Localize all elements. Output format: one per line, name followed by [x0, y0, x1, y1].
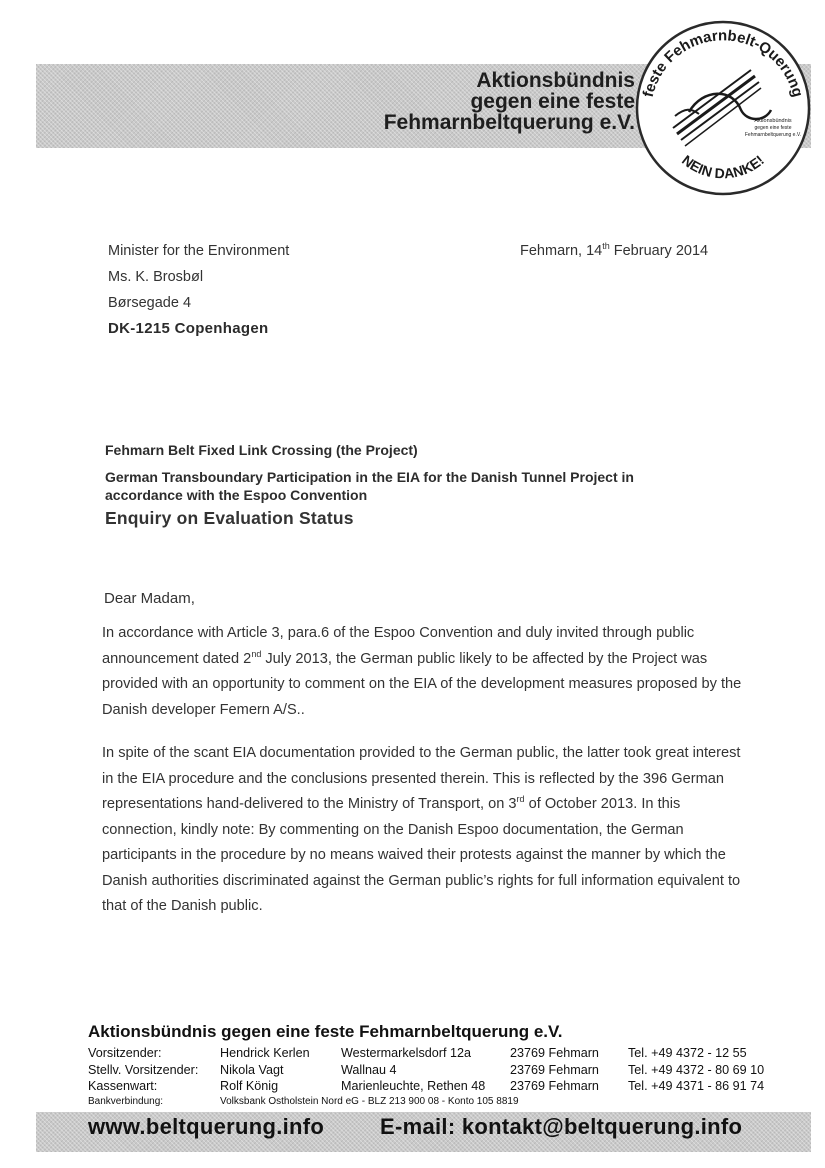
seal-bottom-text: NEIN DANKE!	[678, 151, 767, 182]
footer-tel: Tel. +49 4371 - 86 91 74	[628, 1079, 765, 1093]
paragraph-2: In spite of the scant EIA documentation provided to the German public, the latter took great interest in the EIA procedure and the conclusions presented therein. This is reflected by the 396 German representations hand-delivered to the Ministry of Transport, on 3rd of October 2013. In this connection, kindly note: By commenting on the Danish Espoo documentation, the German participants in the procedure by no means waived their protests against the manner by which the Danish authorities discriminated against the German public’s rights for full information equivalent to that of the Danish public.	[102, 745, 741, 914]
subject-heading: Enquiry on Evaluation Status	[105, 508, 354, 528]
footer-tel: Tel. +49 4372 - 12 55	[628, 1046, 747, 1060]
footer-street: Westermarkelsdorf 12a	[341, 1046, 471, 1060]
footer-org-name: Aktionsbündnis gegen eine feste Fehmarnbeltquerung e.V.	[88, 1022, 563, 1041]
subject-line-1: Fehmarn Belt Fixed Link Crossing (the Project)	[105, 442, 418, 458]
recipient-line-3: Børsegade 4	[108, 295, 192, 311]
footer-name: Nikola Vagt	[220, 1063, 284, 1077]
footer-name: Rolf König	[220, 1079, 279, 1093]
footer-role: Vorsitzender:	[88, 1046, 162, 1060]
paragraph-1: In accordance with Article 3, para.6 of the Espoo Convention and duly invited through public announcement dated 2nd July 2013, the German public likely to be affected by the Project was provided with an opportunity to comment on the EIA of the development measures proposed by the Danish developer Femern A/S..	[102, 625, 742, 718]
footer-bank-label: Bankverbindung:	[88, 1096, 164, 1107]
org-line-2: gegen eine feste	[470, 90, 635, 113]
seal-center-text-2: gegen eine feste	[754, 125, 792, 131]
org-line-1: Aktionsbündnis	[476, 69, 635, 92]
recipient-line-1: Minister for the Environment	[108, 243, 290, 259]
footer-role: Stellv. Vorsitzender:	[88, 1063, 199, 1077]
salutation: Dear Madam,	[104, 590, 195, 607]
letterhead-org-name	[384, 70, 635, 133]
footer-tel: Tel. +49 4372 - 80 69 10	[628, 1063, 765, 1077]
recipient-line-2: Ms. K. Brosbøl	[108, 269, 204, 285]
seal-ring-text: feste Fehmarnbelt-Querung	[639, 27, 807, 99]
seal-center-text-1: Aktionsbündnis	[754, 118, 792, 124]
footer-city: 23769 Fehmarn	[510, 1079, 599, 1093]
email-link[interactable]: E-mail: kontakt@beltquerung.info	[380, 1114, 743, 1139]
org-line-3: Fehmarnbeltquerung e.V.	[383, 111, 635, 134]
footer-role: Kassenwart:	[88, 1079, 158, 1093]
subject-line-2: German Transboundary Participation in the EIA for the Danish Tunnel Project in accordance with the Espoo Convention	[105, 469, 634, 503]
letter-date: Fehmarn, 14th February 2014	[520, 241, 709, 259]
footer-city: 23769 Fehmarn	[510, 1046, 599, 1060]
organization-seal-logo	[633, 18, 813, 198]
recipient-city: DK-1215 Copenhagen	[108, 320, 269, 337]
website-link[interactable]: www.beltquerung.info	[88, 1114, 325, 1139]
footer-street: Wallnau 4	[341, 1063, 397, 1077]
seal-center-text-3: Fehmarnbeltquerung e.V.	[744, 132, 802, 138]
footer-street: Marienleuchte, Rethen 48	[341, 1079, 486, 1093]
footer-city: 23769 Fehmarn	[510, 1063, 599, 1077]
footer-bank-details: Volksbank Ostholstein Nord eG - BLZ 213 900 08 - Konto 105 8819	[220, 1096, 519, 1107]
footer-name: Hendrick Kerlen	[220, 1046, 310, 1060]
